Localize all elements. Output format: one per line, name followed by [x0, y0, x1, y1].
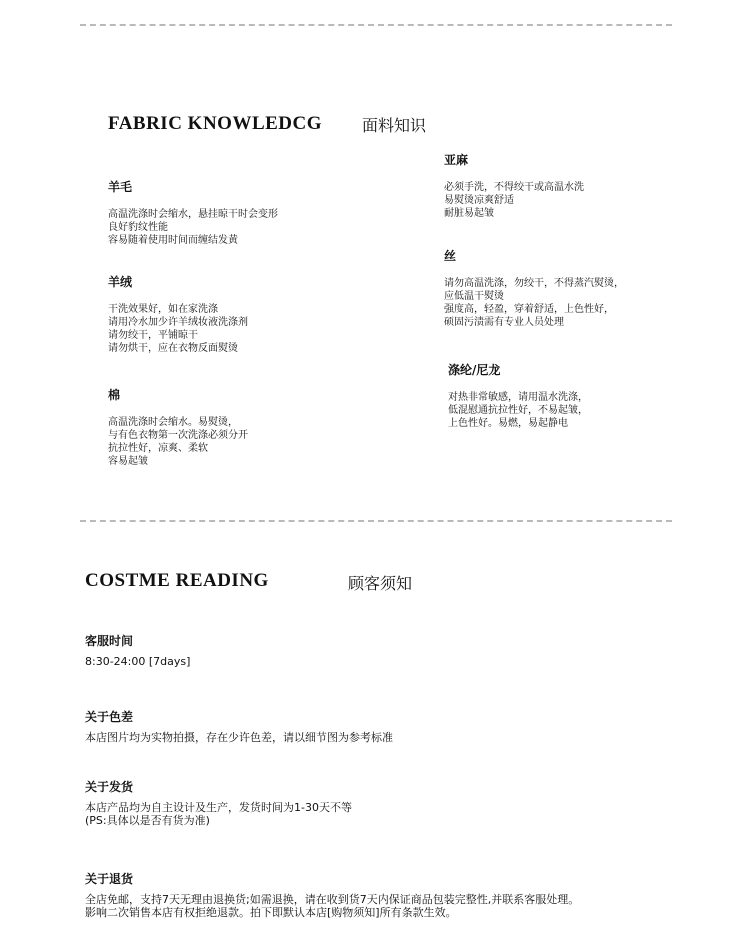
fabric-item-cotton: [108, 386, 248, 468]
notice-line: 全店免邮，支持7天无理由退换货;如需退换，请在收到货7天内保证商品包装完整性,并联系客服处理。: [85, 893, 580, 906]
fabric-item-polyester-nylon: [448, 361, 588, 430]
fabric-line: 良好豹纹性能: [108, 222, 168, 233]
notice-line: 8:30-24:00 [7days]: [85, 655, 191, 668]
fabric-line: 低混慰通抗拉性好，不易起皱，: [448, 405, 588, 416]
fabric-line: 硕固污渍需有专业人员处理: [444, 317, 564, 328]
notice-title: 关于色差: [85, 710, 134, 724]
fabric-item-linen: [444, 151, 584, 220]
notice-title: 关于发货: [85, 780, 134, 794]
notice-line: 影响二次销售本店有权拒绝退款。拍下即默认本店[购物须知]所有条款生效。: [85, 906, 457, 919]
fabric-line: 必须手洗，不得绞干或高温水洗: [444, 182, 584, 193]
customer-section-title-cn: 顾客须知: [348, 574, 413, 593]
fabric-line: 强度高，轻盈，穿着舒适，上色性好，: [444, 304, 614, 315]
notice-shipping: [85, 778, 352, 827]
fabric-item-silk: [444, 247, 624, 329]
notice-line: 本店产品均为自主设计及生产，发货时间为1-30天不等: [85, 801, 352, 814]
fabric-name: 羊毛: [108, 180, 133, 194]
fabric-line: 容易随着使用时间而缠结发黄: [108, 235, 238, 246]
notice-color-difference: [85, 708, 393, 744]
fabric-line: 请勿烘干，应在衣物反面熨烫: [108, 343, 238, 354]
fabric-line: 抗拉性好，凉爽、柔软: [108, 443, 208, 454]
fabric-item-wool: [108, 178, 278, 247]
notice-title: 关于退货: [85, 872, 134, 886]
fabric-line: 请勿绞干，平铺晾干: [108, 330, 198, 341]
middle-divider: [80, 520, 672, 522]
fabric-section-title-en: FABRIC KNOWLEDCG: [108, 113, 323, 134]
top-divider: [80, 24, 672, 26]
notice-line: (PS:具体以是否有货为准): [85, 814, 210, 827]
fabric-name: 亚麻: [444, 153, 469, 167]
fabric-name: 羊绒: [108, 275, 133, 289]
fabric-line: 易熨烫凉爽舒适: [444, 195, 514, 206]
notice-title: 客服时间: [85, 634, 134, 648]
fabric-item-cashmere: [108, 273, 248, 355]
fabric-line: 请勿高温洗涤，勿绞干，不得蒸汽熨烫，: [444, 278, 624, 289]
fabric-line: 请用冷水加少许羊绒妆液洗涤剂: [108, 317, 248, 328]
fabric-line: 上色性好。易燃，易起静电: [448, 418, 568, 429]
notice-line: 本店图片均为实物拍摄，存在少许色差，请以细节图为参考标准: [85, 731, 393, 744]
fabric-name: 涤纶/尼龙: [448, 363, 501, 377]
fabric-line: 耐脏易起皱: [444, 208, 494, 219]
fabric-line: 应低温干熨烫: [444, 291, 504, 302]
fabric-line: 与有色衣物第一次洗涤必须分开: [108, 430, 248, 441]
fabric-section-title-cn: 面料知识: [362, 116, 427, 135]
fabric-name: 丝: [444, 249, 457, 263]
fabric-line: 干洗效果好，如在家洗涤: [108, 304, 218, 315]
fabric-line: 高温洗涤时会缩水，悬挂晾干时会变形: [108, 209, 278, 220]
notice-returns: [85, 870, 579, 919]
notice-service-hours: [85, 632, 190, 668]
fabric-line: 高温洗涤时会缩水。易熨烫，: [108, 417, 238, 428]
fabric-name: 棉: [108, 388, 121, 402]
fabric-line: 容易起皱: [108, 456, 148, 467]
fabric-line: 对热非常敏感，请用温水洗涤，: [448, 392, 588, 403]
customer-section-title-en: COSTME READING: [85, 570, 269, 591]
